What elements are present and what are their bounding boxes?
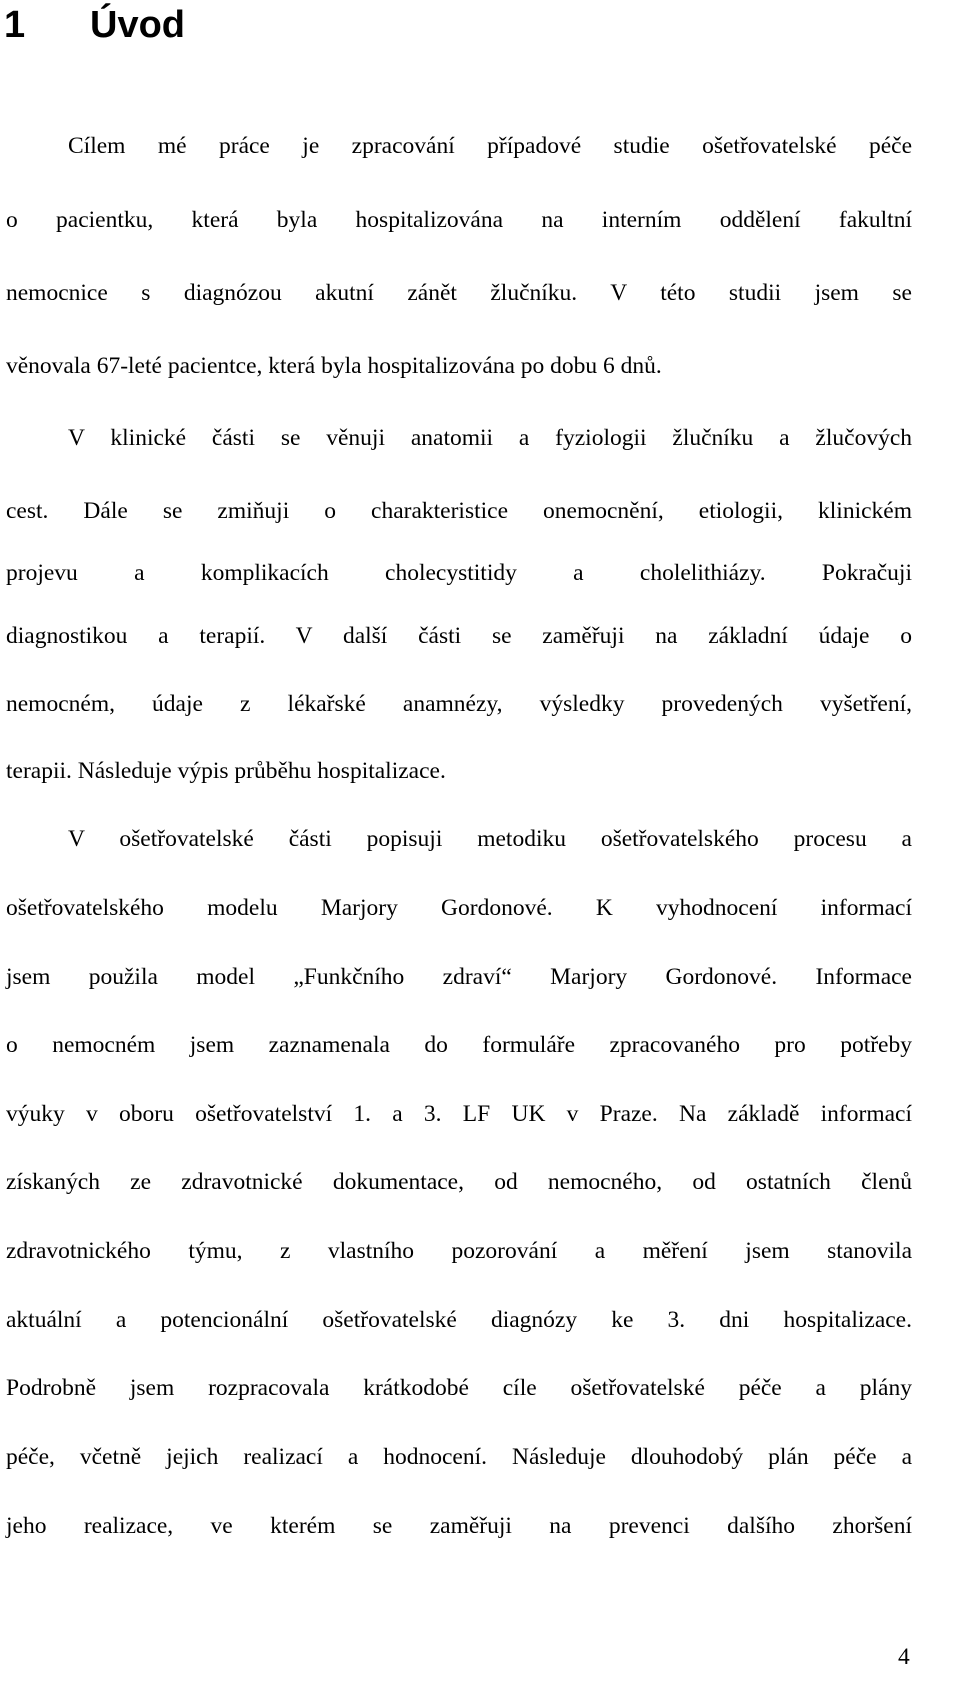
text-line: zdravotnického týmu, z vlastního pozorování a měření jsem stanovila — [6, 1238, 912, 1264]
text-line: aktuální a potencionální ošetřovatelské diagnózy ke 3. dni hospitalizace. — [6, 1307, 912, 1333]
text-line: cest. Dále se zmiňuji o charakteristice onemocnění, etiologii, klinickém — [6, 498, 912, 524]
text-line: nemocnice s diagnózou akutní zánět žlučníku. V této studii jsem se — [6, 280, 912, 306]
text-line: jeho realizace, ve kterém se zaměřuji na prevenci dalšího zhoršení — [6, 1513, 912, 1539]
text-line: V ošetřovatelské části popisuji metodiku ošetřovatelského procesu a — [68, 826, 912, 852]
text-line: Cílem mé práce je zpracování případové studie ošetřovatelské péče — [68, 133, 912, 159]
chapter-title: Úvod — [90, 4, 185, 46]
text-line: terapii. Následuje výpis průběhu hospitalizace. — [6, 758, 446, 784]
text-line: nemocném, údaje z lékařské anamnézy, výsledky provedených vyšetření, — [6, 691, 912, 717]
text-line: diagnostikou a terapií. V další části se zaměřuji na základní údaje o — [6, 623, 912, 649]
text-line: péče, včetně jejich realizací a hodnocení. Následuje dlouhodobý plán péče a — [6, 1444, 912, 1470]
text-line: o nemocném jsem zaznamenala do formuláře zpracovaného pro potřeby — [6, 1032, 912, 1058]
text-line: V klinické části se věnuji anatomii a fyziologii žlučníku a žlučových — [68, 425, 912, 451]
page-number: 4 — [898, 1644, 910, 1670]
chapter-heading — [4, 2, 185, 48]
text-line: získaných ze zdravotnické dokumentace, od nemocného, od ostatních členů — [6, 1169, 912, 1195]
text-line: jsem použila model „Funkčního zdraví“ Marjory Gordonové. Informace — [6, 964, 912, 990]
text-line: Podrobně jsem rozpracovala krátkodobé cíle ošetřovatelské péče a plány — [6, 1375, 912, 1401]
text-line: ošetřovatelského modelu Marjory Gordonové. K vyhodnocení informací — [6, 895, 912, 921]
text-line: projevu a komplikacích cholecystitidy a cholelithiázy. Pokračuji — [6, 560, 912, 586]
text-line: o pacientku, která byla hospitalizována na interním oddělení fakultní — [6, 207, 912, 233]
text-line: výuky v oboru ošetřovatelství 1. a 3. LF UK v Praze. Na základě informací — [6, 1101, 912, 1127]
text-line: věnovala 67-leté pacientce, která byla hospitalizována po dobu 6 dnů. — [6, 353, 662, 379]
chapter-number: 1 — [4, 4, 26, 46]
